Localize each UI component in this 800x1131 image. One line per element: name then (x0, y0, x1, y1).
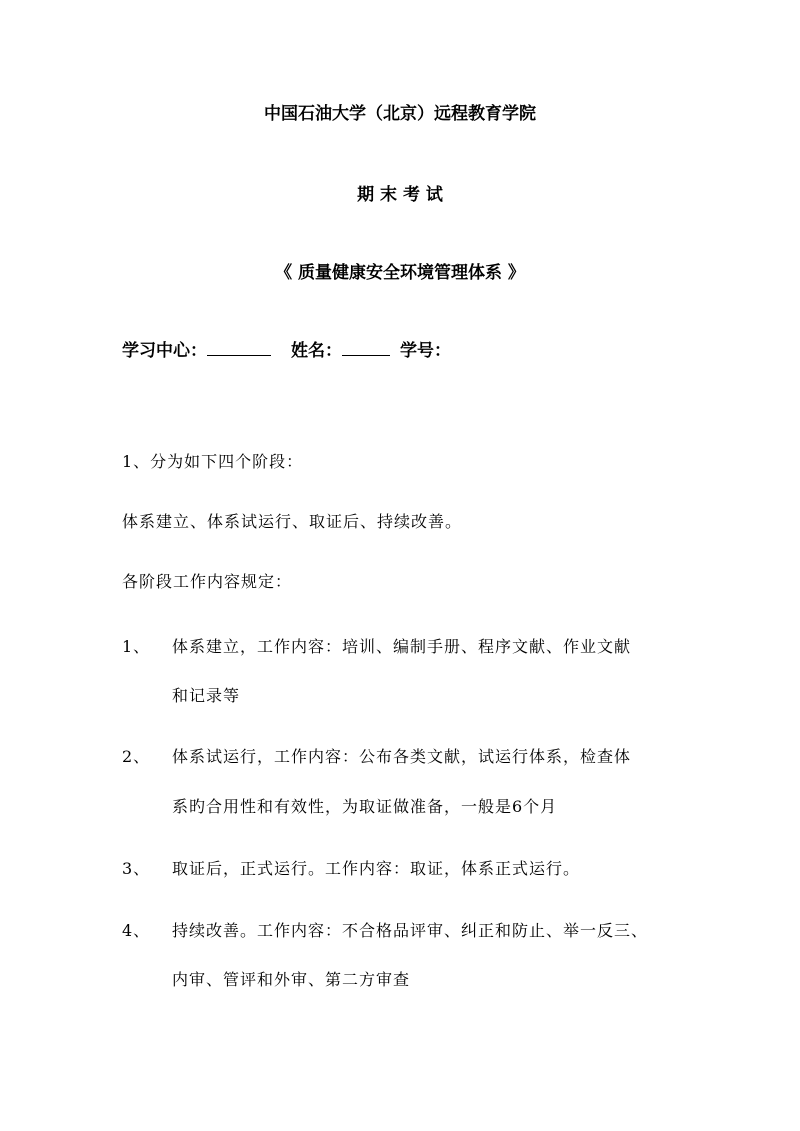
student-id-label: 学号： (400, 341, 451, 361)
item-1-line-1: 体系建立，工作内容：培训、编制手册、程序文献、作业文献 (172, 637, 632, 656)
institution-title: 中国石油大学（北京）远程教育学院 (264, 104, 536, 124)
course-title: 《 质量健康安全环境管理体系 》 (275, 263, 525, 283)
learning-center-label: 学习中心： (122, 341, 207, 361)
item-1-line-2: 和记录等 (172, 686, 241, 705)
item-2-number: 2、 (122, 747, 151, 766)
item-1-number: 1、 (122, 637, 151, 656)
question-1-heading: 1、分为如下四个阶段： (122, 452, 304, 471)
item-4-line-2: 内审、管评和外审、第二方审查 (172, 970, 411, 989)
exam-title: 期 末 考 试 (357, 185, 443, 205)
stages-text: 体系建立、体系试运行、取证后、持续改善。 (122, 512, 463, 531)
item-4-number: 4、 (122, 921, 151, 940)
name-blank (342, 339, 390, 356)
name-label: 姓名： (291, 341, 342, 361)
item-2-line-2: 系旳合用性和有效性，为取证做准备，一般是6个月 (172, 797, 558, 816)
student-info-line (122, 339, 451, 362)
learning-center-blank (207, 339, 271, 356)
item-3-number: 3、 (122, 859, 151, 878)
item-3-line-1: 取证后，正式运行。工作内容：取证，体系正式运行。 (172, 859, 581, 878)
item-2-line-1: 体系试运行，工作内容：公布各类文献，试运行体系，检查体 (172, 747, 632, 766)
item-4-line-1: 持续改善。工作内容：不合格品评审、纠正和防止、举一反三、 (172, 921, 649, 940)
intro-text: 各阶段工作内容规定： (122, 572, 293, 591)
